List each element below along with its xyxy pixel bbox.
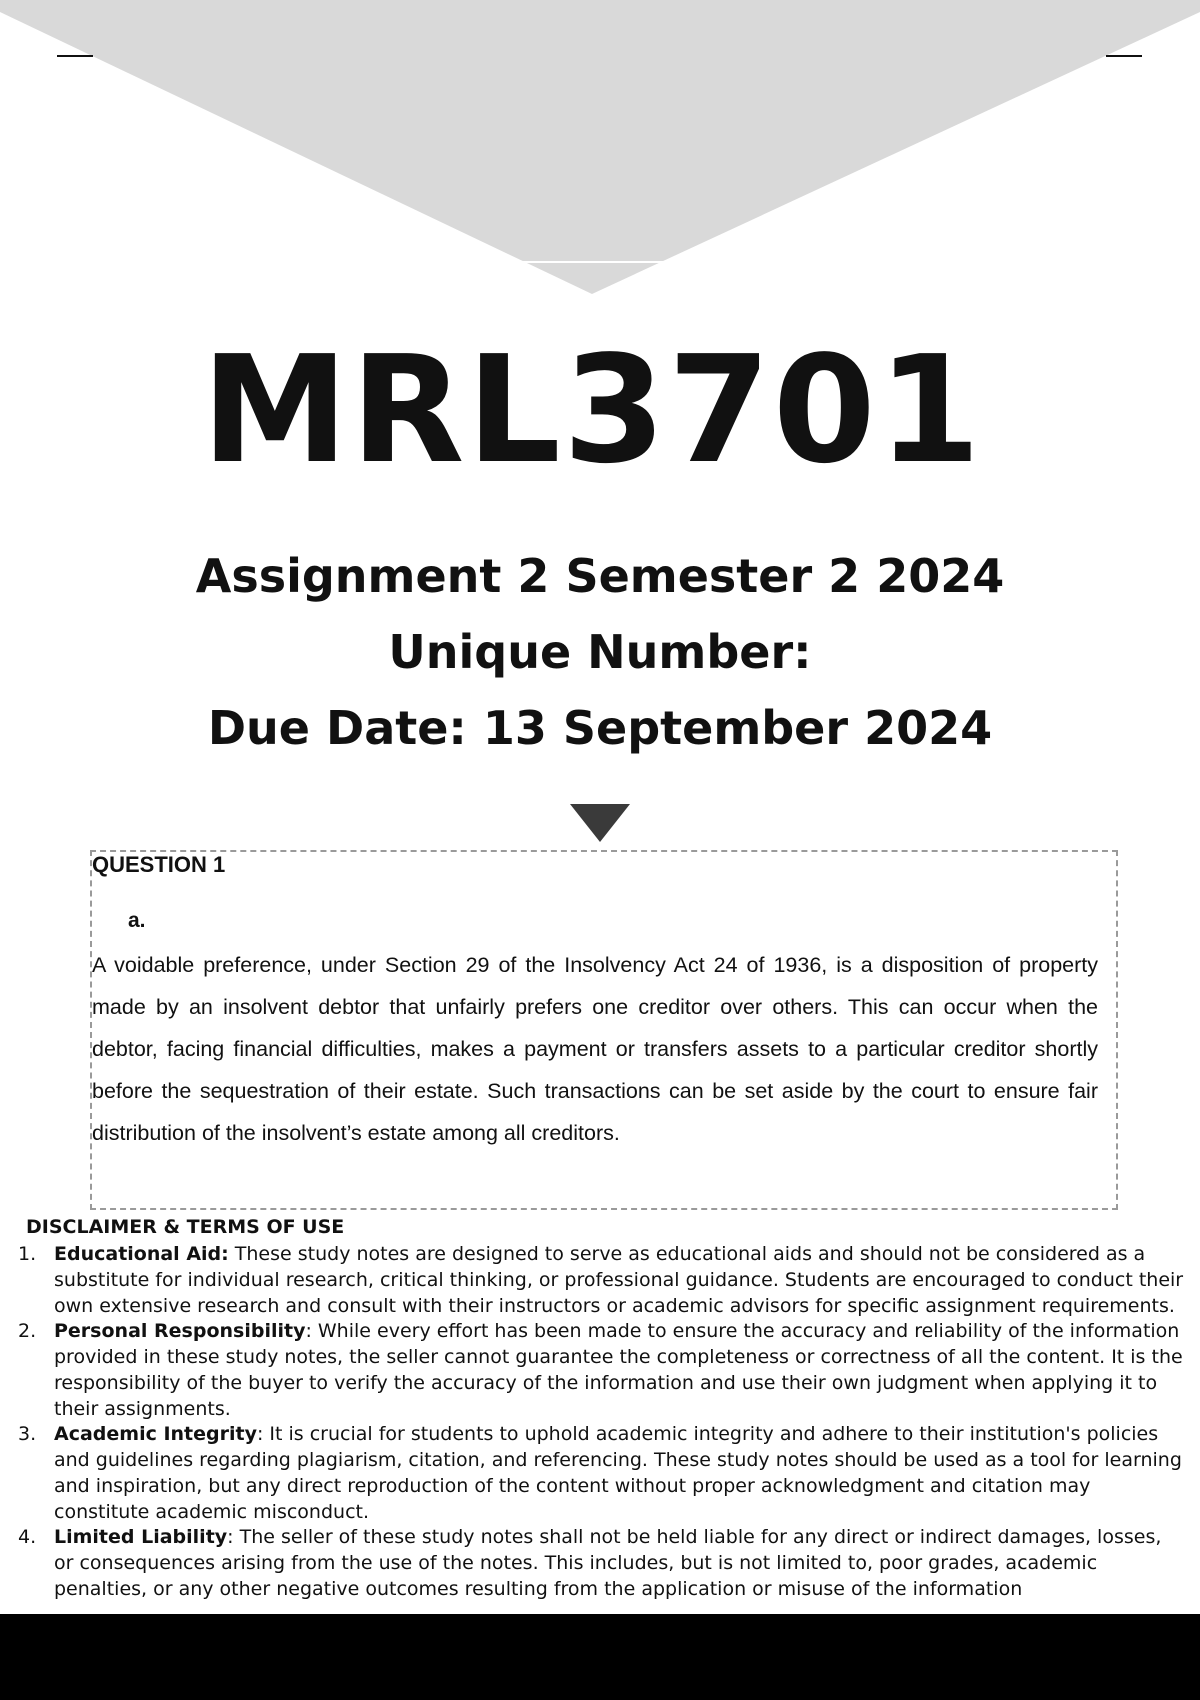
due-date-line: Due Date: 13 September 2024 — [207, 701, 993, 755]
term-item-personal-responsibility — [0, 1318, 1185, 1422]
term-item-academic-integrity — [0, 1421, 1185, 1525]
question-answer-paragraph: A voidable preference, under Section 29 of the Insolvency Act 24 of 1936, is a disposition of property made by an insolvent debtor that unfairly prefers one creditor over others. This can occur when the debtor, facing financial difficulties, makes a payment or transfers assets to a particular creditor shortly before the sequestration of their estate. Such transactions can be set aside by the court to ensure fair distribution of the insolvent’s estate among all creditors. — [92, 953, 1098, 1145]
corner-mark-left — [57, 55, 93, 57]
term-number: 3. — [18, 1423, 37, 1445]
corner-mark-right — [1106, 55, 1142, 57]
header-chevron-graphic — [0, 0, 1200, 300]
term-number: 1. — [18, 1243, 37, 1265]
term-text: These study notes are designed to serve as educational aids and should not be considered as a substitute for individual research, critical thinking, or professional guidance. Students are encouraged to conduct their own extensive research and consult with their instructors or academic advisors for specific assignment requirements. — [54, 1243, 1184, 1317]
unique-number-line: Unique Number: — [388, 625, 812, 679]
term-item-limited-liability — [0, 1524, 1185, 1602]
term-title: Personal Responsibility — [54, 1320, 306, 1342]
question-heading: QUESTION 1 — [92, 852, 226, 877]
bottom-black-bar — [0, 1614, 1200, 1700]
term-title: Educational Aid: — [54, 1243, 229, 1265]
term-title: Academic Integrity — [54, 1423, 257, 1445]
term-number: 2. — [18, 1320, 37, 1342]
term-text: : It is crucial for students to uphold academic integrity and adhere to their institution's policies and guidelines regarding plagiarism, citation, and referencing. These study notes should be used as a tool for learning and inspiration, but any direct reproduction of the content without proper acknowledgment and citation may constitute academic misconduct. — [54, 1423, 1182, 1523]
course-code-title: MRL3701 — [201, 324, 983, 496]
disclaimer-title: DISCLAIMER & TERMS OF USE — [26, 1216, 345, 1238]
terms-list — [0, 1241, 1185, 1601]
term-text: : The seller of these study notes shall not be held liable for any direct or indirect damages, losses, or consequences arising from the use of the notes. This includes, but is not limited to, poor grades, academic penalties, or any other negative outcomes resulting from the application or misuse of the information — [54, 1526, 1162, 1600]
term-number: 4. — [18, 1526, 37, 1548]
term-item-educational-aid — [0, 1241, 1185, 1319]
assignment-line: Assignment 2 Semester 2 2024 — [195, 549, 1005, 603]
term-text: : While every effort has been made to ensure the accuracy and reliability of the information provided in these study notes, the seller cannot guarantee the completeness or correctness of all the content. It is the responsibility of the buyer to verify the accuracy of the information and use their own judgment when applying it to their assignments. — [54, 1320, 1183, 1420]
term-title: Limited Liability — [54, 1526, 228, 1548]
down-arrow-icon — [568, 802, 632, 844]
question-sub-label: a. — [128, 909, 146, 932]
